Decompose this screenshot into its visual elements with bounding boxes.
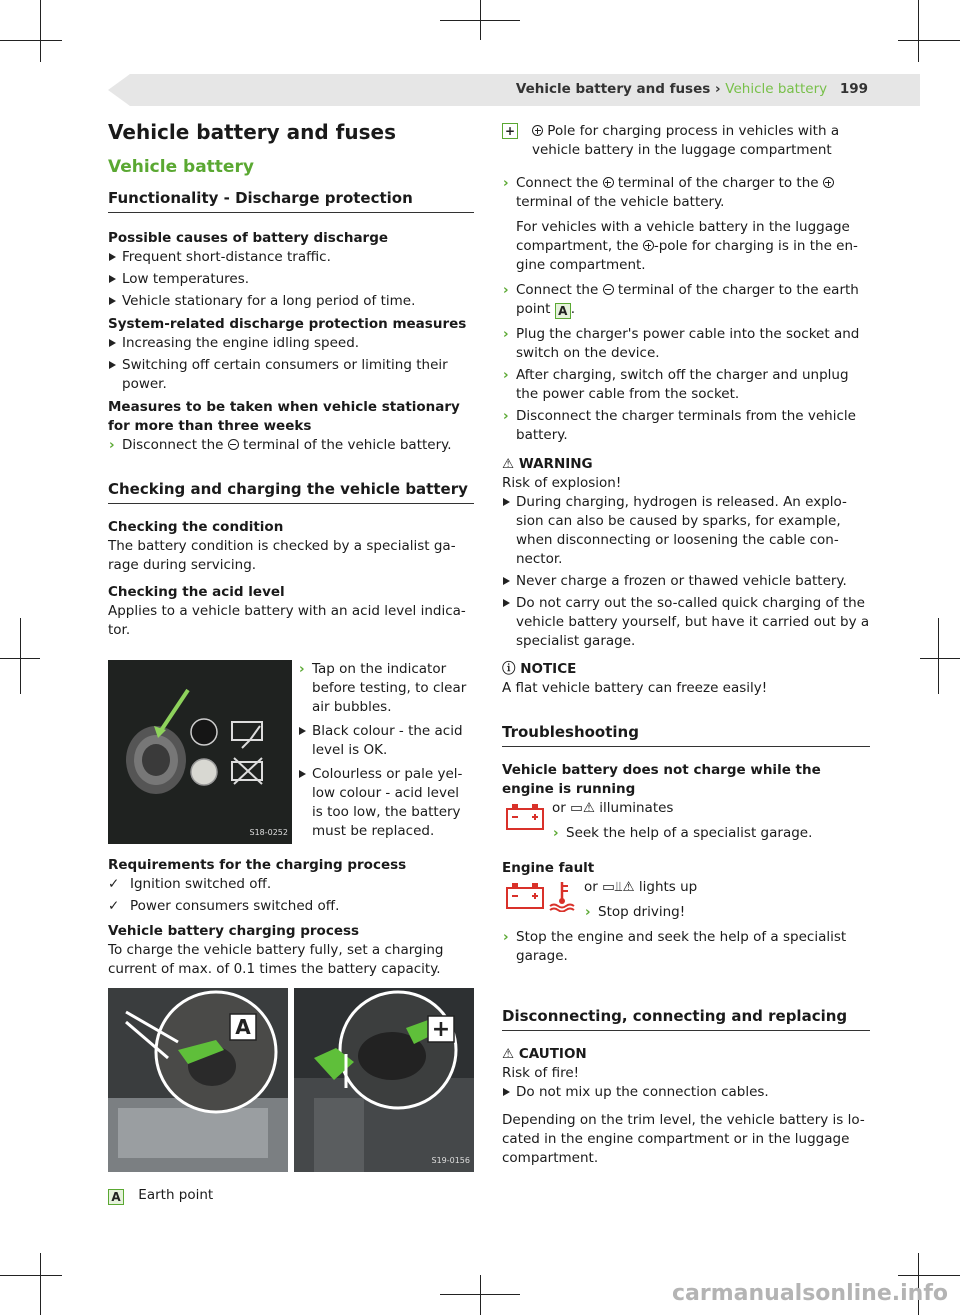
legend-a	[108, 1186, 474, 1205]
warning-icon: ⚠	[502, 456, 515, 472]
list-item: ✓ Power consumers switched off.	[108, 898, 340, 914]
left-column	[108, 120, 474, 640]
process-heading: Vehicle battery charging process	[108, 923, 360, 939]
minus-terminal-icon	[603, 284, 614, 295]
engine-bay-photo-a	[108, 988, 288, 1172]
list-item: › Connect the terminal of the charger to the earth point A .	[503, 282, 859, 318]
bullet-icon	[109, 339, 116, 347]
heading-troubleshooting: Troubleshooting	[502, 722, 870, 747]
legend-key-a: A	[108, 1189, 124, 1205]
step-chevron-icon: ›	[503, 175, 509, 191]
warning-title: ⚠ WARNING	[502, 456, 593, 472]
process-text: To charge the vehicle battery fully, set a charging current of max. of 0.1 times the battery capacity.	[108, 942, 444, 977]
acid-level-indicator-photo	[108, 660, 292, 844]
running-header	[108, 74, 920, 106]
acid-heading: Checking the acid level	[108, 584, 285, 600]
indicator-steps	[298, 660, 474, 841]
list-item: › After charging, switch off the charger and unplug the power cable from the socket.	[503, 367, 849, 402]
engine-bay-illustration-a	[108, 988, 288, 1172]
left-column-lower	[108, 856, 474, 979]
bullet-icon	[503, 577, 510, 585]
t2-row: or ▭⫫⚠ lights up › Stop driving!	[502, 878, 870, 922]
step-chevron-icon: ›	[503, 408, 509, 424]
caution-title: ⚠ CAUTION	[502, 1046, 587, 1062]
t1-heading: Vehicle battery does not charge while the engine is running	[502, 762, 821, 797]
step-chevron-icon: ›	[503, 929, 509, 945]
list-item: Colourless or pale yel-low colour - acid level is too low, the battery must be replaced.	[298, 765, 474, 841]
list-item: › Disconnect the charger terminals from the vehicle battery.	[503, 408, 856, 443]
check-icon: ✓	[108, 898, 120, 914]
bullet-icon	[109, 297, 116, 305]
requirements-heading: Requirements for the charging process	[108, 857, 407, 873]
bullet-icon	[503, 498, 510, 506]
coolant-icon: ⫫	[614, 879, 623, 895]
step-chevron-icon: ›	[585, 904, 591, 920]
figure-label-plus: +	[431, 1017, 451, 1042]
engine-bay-photo-plus	[294, 988, 474, 1172]
heading-functionality: Functionality - Discharge protection	[108, 188, 474, 213]
indicator-illustration	[108, 660, 292, 844]
list-item: › Stop driving!	[585, 904, 686, 920]
earth-point-key: A	[555, 303, 571, 319]
warning-icon: ⚠	[502, 1046, 515, 1062]
list-item: › Tap on the indicator before testing, to clear air bubbles.	[299, 661, 467, 715]
right-column	[502, 122, 870, 1168]
info-icon: ⓘ	[502, 661, 516, 677]
step-chevron-icon: ›	[503, 326, 509, 342]
warning-icon: ⚠	[622, 879, 635, 895]
condition-text: The battery condition is checked by a specialist ga-rage during servicing.	[108, 538, 456, 573]
list-item: Black colour - the acid level is OK.	[298, 722, 474, 760]
caution-sub: Risk of fire!	[502, 1065, 580, 1081]
condition-heading: Checking the condition	[108, 519, 284, 535]
t1-row: or ▭⚠ illuminates › Seek the help of a specialist garage.	[502, 799, 870, 843]
page-title: Vehicle battery and fuses	[108, 120, 396, 144]
stationary-heading: Measures to be taken when vehicle stationary for more than three weeks	[108, 399, 460, 434]
bullet-icon	[503, 599, 510, 607]
battery-icon: ▭	[602, 879, 615, 895]
list-item: › Seek the help of a specialist garage.	[553, 825, 813, 841]
list-item: Increasing the engine idling speed.	[108, 334, 474, 353]
acid-text: Applies to a vehicle battery with an acid level indica-tor.	[108, 603, 466, 638]
list-item: ✓ Ignition switched off.	[108, 876, 272, 892]
battery-warning-red-icon	[506, 803, 544, 831]
list-item: Do not mix up the connection cables.	[502, 1083, 870, 1102]
list-item: Frequent short-distance traffic.	[108, 248, 474, 267]
step-chevron-icon: ›	[553, 825, 559, 841]
step-chevron-icon: ›	[503, 367, 509, 383]
heading-disconnecting: Disconnecting, connecting and replacing	[502, 1006, 870, 1031]
list-item: Vehicle stationary for a long period of time.	[108, 292, 474, 311]
heading-checking-charging: Checking and charging the vehicle battery	[108, 479, 474, 504]
notice-text: A flat vehicle battery can freeze easily!	[502, 680, 768, 696]
step-chevron-icon: ›	[299, 661, 305, 677]
legend-plus-text: Pole for charging process in vehicles with a vehicle battery in the luggage compartment	[532, 123, 840, 158]
list-item: Never charge a frozen or thawed vehicle battery.	[502, 572, 870, 591]
figure-label-a: A	[235, 1015, 251, 1039]
step-chevron-icon: ›	[503, 282, 509, 298]
warning-sub: Risk of explosion!	[502, 475, 622, 491]
list-item: Low temperatures.	[108, 270, 474, 289]
battery-icon: ▭	[570, 800, 583, 816]
battery-warning-red-icon	[506, 882, 544, 910]
watermark-text: carmanualsonline.info	[672, 1281, 948, 1306]
page-number: 199	[839, 81, 868, 97]
bullet-icon	[503, 1088, 510, 1096]
list-item: During charging, hydrogen is released. An explo-sion can also be caused by sparks, for example, when disconnecting or loosening the cable con-nector.	[502, 493, 870, 569]
t2-heading: Engine fault	[502, 860, 595, 876]
plus-terminal-icon	[643, 240, 654, 251]
plus-terminal-icon	[532, 125, 543, 136]
bullet-icon	[299, 770, 306, 778]
check-icon: ✓	[108, 876, 120, 892]
header-text	[516, 80, 868, 99]
coolant-warning-red-icon	[548, 880, 576, 912]
bullet-icon	[299, 727, 306, 735]
step1-note: For vehicles with a vehicle battery in the luggage compartment, the -pole for charging is in the en-gine compartment.	[516, 219, 858, 273]
causes-heading: Possible causes of battery discharge	[108, 230, 389, 246]
list-item: › Stop the engine and seek the help of a specialist garage.	[503, 929, 847, 964]
legend-a-text: Earth point	[138, 1187, 214, 1203]
legend-key-plus: +	[502, 123, 518, 139]
section-title: Vehicle battery	[108, 157, 254, 177]
notice-title: ⓘ NOTICE	[502, 661, 577, 677]
plus-terminal-icon	[603, 177, 614, 188]
figure-code: S18-0252	[249, 828, 288, 837]
list-item: Do not carry out the so-called quick charging of the vehicle battery yourself, but have it carried out by a specialist garage.	[502, 594, 870, 651]
header-section: Vehicle battery and fuses ›	[515, 81, 721, 97]
figure-code: S19-0156	[431, 1156, 470, 1165]
bullet-icon	[109, 361, 116, 369]
engine-bay-illustration-plus	[294, 988, 474, 1172]
measures-heading: System-related discharge protection measures	[108, 316, 467, 332]
warning-icon: ⚠	[582, 800, 595, 816]
step-chevron-icon: ›	[109, 437, 115, 453]
list-item: Switching off certain consumers or limiting their power.	[108, 356, 474, 394]
list-item: › Connect the terminal of the charger to the terminal of the vehicle battery.	[502, 174, 870, 212]
list-item: › Disconnect the terminal of the vehicle battery.	[109, 437, 452, 453]
plus-terminal-icon	[823, 177, 834, 188]
header-current: Vehicle battery	[725, 81, 828, 97]
list-item: › Plug the charger's power cable into the socket and switch on the device.	[503, 326, 860, 361]
legend-plus	[502, 122, 870, 160]
bullet-icon	[109, 253, 116, 261]
disconnect-text: Depending on the trim level, the vehicle battery is lo-cated in the engine compartment or in the luggage compartment.	[502, 1112, 865, 1166]
bullet-icon	[109, 275, 116, 283]
minus-terminal-icon	[228, 439, 239, 450]
